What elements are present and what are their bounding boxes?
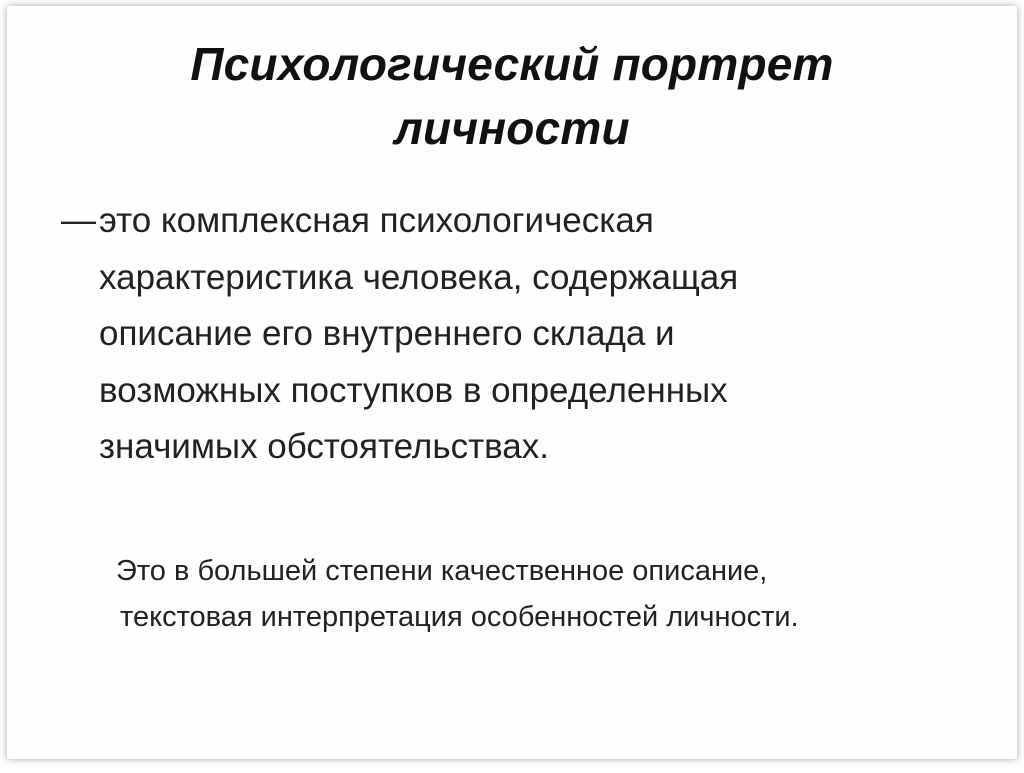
definition-line: характеристика человека, содержащая bbox=[99, 257, 739, 297]
definition-line-text: это комплексная психологическая bbox=[99, 201, 654, 240]
definition-line: возможных поступков в определенных bbox=[99, 370, 728, 410]
em-dash: — bbox=[61, 201, 96, 240]
presentation-slide bbox=[7, 6, 1017, 759]
slide-title-line: личности bbox=[394, 102, 630, 154]
note-line: текстовая интерпретация особенностей личности. bbox=[120, 601, 799, 633]
definition-line: значимых обстоятельствах. bbox=[99, 427, 549, 466]
slide-title bbox=[7, 32, 1017, 160]
note-paragraph bbox=[7, 548, 1017, 640]
definition-line bbox=[61, 193, 961, 250]
definition-paragraph bbox=[61, 193, 961, 476]
slide-title-line: Психологический портрет bbox=[190, 38, 834, 90]
definition-line: описание его внутреннего склада и bbox=[99, 314, 675, 353]
note-line: Это в большей степени качественное описание, bbox=[116, 555, 768, 587]
